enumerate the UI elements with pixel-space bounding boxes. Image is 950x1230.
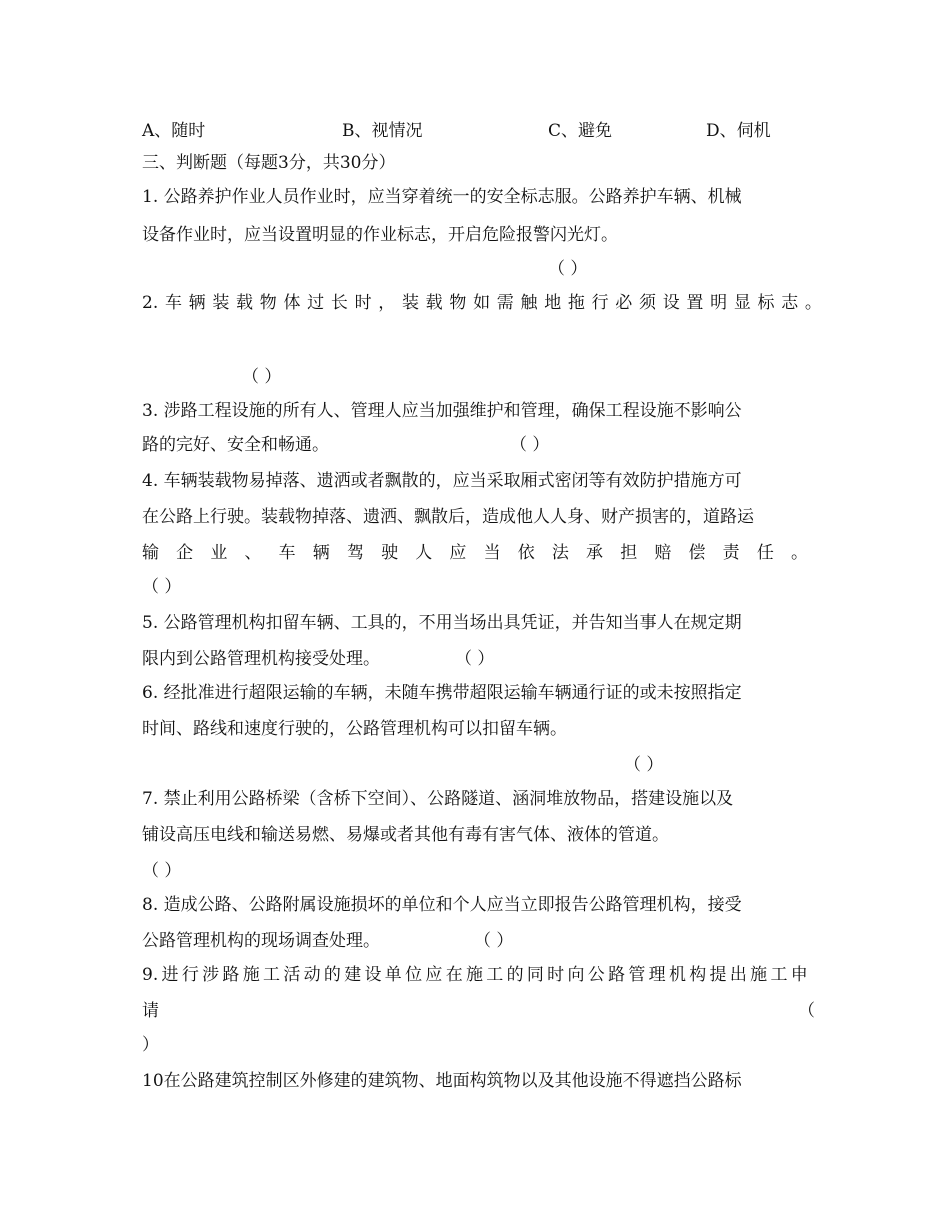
q9-line1-char: 向 <box>567 965 585 985</box>
q2-char: 长 <box>330 293 348 313</box>
q9-line1-char: 管 <box>628 965 646 985</box>
q2-char: 辆 <box>188 293 206 313</box>
q9-line1-char: 涉 <box>202 965 220 985</box>
q9-line1-char: 理 <box>648 965 666 985</box>
q2-char: 须 <box>639 293 656 313</box>
q2-char: 触 <box>520 293 538 313</box>
q4-line3-char: 驾 <box>346 543 364 563</box>
q8-answer-blank: （ ） <box>474 931 514 951</box>
q3-answer-blank: （ ） <box>510 435 550 455</box>
q2-char: 2. <box>142 293 159 313</box>
q4-line3-char: 任 <box>756 543 774 563</box>
q2-char: 显 <box>733 293 751 313</box>
q9-line1-char: 构 <box>689 965 707 985</box>
q2-char: 志 <box>781 293 799 313</box>
q4-line3-char: 企 <box>176 543 194 563</box>
q2-char: 载 <box>425 293 443 313</box>
q9-line2: 请 <box>142 1001 159 1021</box>
option-c: C、避免 <box>548 121 613 141</box>
q1-line1: 1. 公路养护作业人员作业时，应当穿着统一的安全标志服。公路养护车辆、机械 <box>142 187 742 207</box>
q4-line3 <box>142 542 808 564</box>
q4-line3-char: 担 <box>620 543 638 563</box>
q9-line1-char: 出 <box>729 965 747 985</box>
q5-answer-blank: （ ） <box>455 649 495 669</box>
q9-line1-char: 活 <box>283 965 301 985</box>
q2-char: 明 <box>710 293 728 313</box>
q8-line2: 公路管理机构的现场调查处理。 <box>142 931 380 951</box>
q7-line1: 7. 禁止利用公路桥梁（含桥下空间）、公路隧道、涵洞堆放物品，搭建设施以及 <box>142 789 734 809</box>
q6-line1: 6. 经批准进行超限运输的车辆，未随车携带超限运输车辆通行证的或未按照指定 <box>142 683 742 703</box>
q4-line3-char: 人 <box>415 543 433 563</box>
q7-answer-blank: （ ） <box>142 861 182 881</box>
q9-line1-char: 工 <box>263 965 281 985</box>
section-heading: 三、判断题（每题3分，共30分） <box>142 153 396 173</box>
q3-line2: 路的完好、安全和畅通。 <box>142 435 329 455</box>
q9-line1-char: 动 <box>303 965 321 985</box>
q9-line1-char: 施 <box>465 965 483 985</box>
q4-line3-char: 、 <box>244 543 262 563</box>
q9-line1-char: 进 <box>161 965 179 985</box>
q8-line1: 8. 造成公路、公路附属设施损坏的单位和个人应当立即报告公路管理机构，接受 <box>142 895 742 915</box>
q1-line2: 设备作业时，应当设置明显的作业标志，开启危险报警闪光灯。 <box>142 225 618 245</box>
q2-char: 体 <box>283 293 301 313</box>
option-d: D、伺机 <box>706 121 771 141</box>
q6-line2: 时间、路线和速度行驶的，公路管理机构可以扣留车辆。 <box>142 719 567 739</box>
q9-line1-char: 申 <box>790 965 808 985</box>
q2-char: 需 <box>496 293 514 313</box>
q2-char: 装 <box>212 293 230 313</box>
q2-char: 标 <box>757 293 775 313</box>
q9-line1-char: 同 <box>526 965 544 985</box>
option-b: B、视情况 <box>342 121 423 141</box>
q4-line3-char: 应 <box>449 543 467 563</box>
q9-line1-char: 行 <box>181 965 199 985</box>
q2-char: 物 <box>449 293 467 313</box>
q9-line1-char: 工 <box>486 965 504 985</box>
q2-answer-blank: （ ） <box>242 367 282 387</box>
q2-char: 地 <box>544 293 562 313</box>
q5-line1: 5. 公路管理机构扣留车辆、工具的，不用当场出具凭证，并告知当事人在规定期 <box>142 613 742 633</box>
q9-line1 <box>142 964 808 986</box>
q2-char: 置 <box>686 293 704 313</box>
q10-line1: 10在公路建筑控制区外修建的建筑物、地面构筑物以及其他设施不得遮挡公路标 <box>142 1071 742 1091</box>
q9-line1-char: 设 <box>364 965 382 985</box>
q4-line3-char: 辆 <box>312 543 330 563</box>
q2-char: 行 <box>591 293 609 313</box>
q9-line1-char: 路 <box>222 965 240 985</box>
q4-line3-char: 。 <box>790 543 808 563</box>
q4-line3-char: 责 <box>722 543 740 563</box>
q9-line1-char: 施 <box>750 965 768 985</box>
q9-line1-char: 时 <box>547 965 565 985</box>
q9-line1-char: 建 <box>344 965 362 985</box>
q6-answer-blank: （ ） <box>624 755 664 775</box>
q2-line1 <box>142 292 822 314</box>
q2-char: ， <box>378 293 396 313</box>
q4-line2: 在公路上行驶。装载物掉落、遗洒、飘散后，造成他人人身、财产损害的，道路运 <box>142 507 754 527</box>
q5-line2: 限内到公路管理机构接受处理。 <box>142 649 380 669</box>
q9-line1-char: 提 <box>709 965 727 985</box>
q9-line1-char: 位 <box>405 965 423 985</box>
q2-char: 装 <box>401 293 419 313</box>
q4-line3-char: 当 <box>483 543 501 563</box>
q9-line1-char: 在 <box>445 965 463 985</box>
q9-line1-char: 公 <box>587 965 605 985</box>
q4-line1: 4. 车辆装载物易掉落、遗洒或者飘散的，应当采取厢式密闭等有效防护措施方可 <box>142 471 742 491</box>
q4-line3-char: 赔 <box>654 543 672 563</box>
q4-line3-char: 承 <box>586 543 604 563</box>
q9-line1-char: 机 <box>668 965 686 985</box>
q4-line3-char: 车 <box>278 543 296 563</box>
q2-char: 设 <box>662 293 680 313</box>
q9-line1-char: 单 <box>384 965 402 985</box>
q4-line3-char: 驶 <box>381 543 399 563</box>
q9-line1-char: 工 <box>770 965 788 985</box>
q9-line1-char: 路 <box>608 965 626 985</box>
q4-line3-char: 业 <box>210 543 228 563</box>
q2-char: 过 <box>307 293 325 313</box>
q4-answer-blank: （ ） <box>142 577 182 597</box>
q9-line1-char: 9. <box>142 965 159 985</box>
q2-char: 必 <box>615 293 633 313</box>
q1-answer-blank: （ ） <box>548 259 588 279</box>
q4-line3-char: 输 <box>142 543 159 563</box>
q2-char: 时 <box>354 293 372 313</box>
q2-char: 载 <box>236 293 254 313</box>
q9-line1-char: 应 <box>425 965 443 985</box>
q2-char: 物 <box>259 293 277 313</box>
q2-char: 车 <box>164 293 182 313</box>
q4-line3-char: 法 <box>551 543 569 563</box>
q2-char: 。 <box>804 293 822 313</box>
q2-char: 如 <box>473 293 491 313</box>
q4-line3-char: 偿 <box>688 543 706 563</box>
q2-char: 拖 <box>567 293 585 313</box>
q4-line3-char: 依 <box>517 543 535 563</box>
q3-line1: 3. 涉路工程设施的所有人、管理人应当加强维护和管理，确保工程设施不影响公 <box>142 401 742 421</box>
q9-paren-close: ） <box>142 1035 159 1055</box>
q9-paren-open: （ <box>798 1001 815 1021</box>
option-a: A、随时 <box>142 121 206 141</box>
q9-line1-char: 的 <box>323 965 341 985</box>
q9-line1-char: 施 <box>242 965 260 985</box>
q9-line1-char: 的 <box>506 965 524 985</box>
q7-line2: 铺设高压电线和输送易燃、易爆或者其他有毒有害气体、液体的管道。 <box>142 825 669 845</box>
